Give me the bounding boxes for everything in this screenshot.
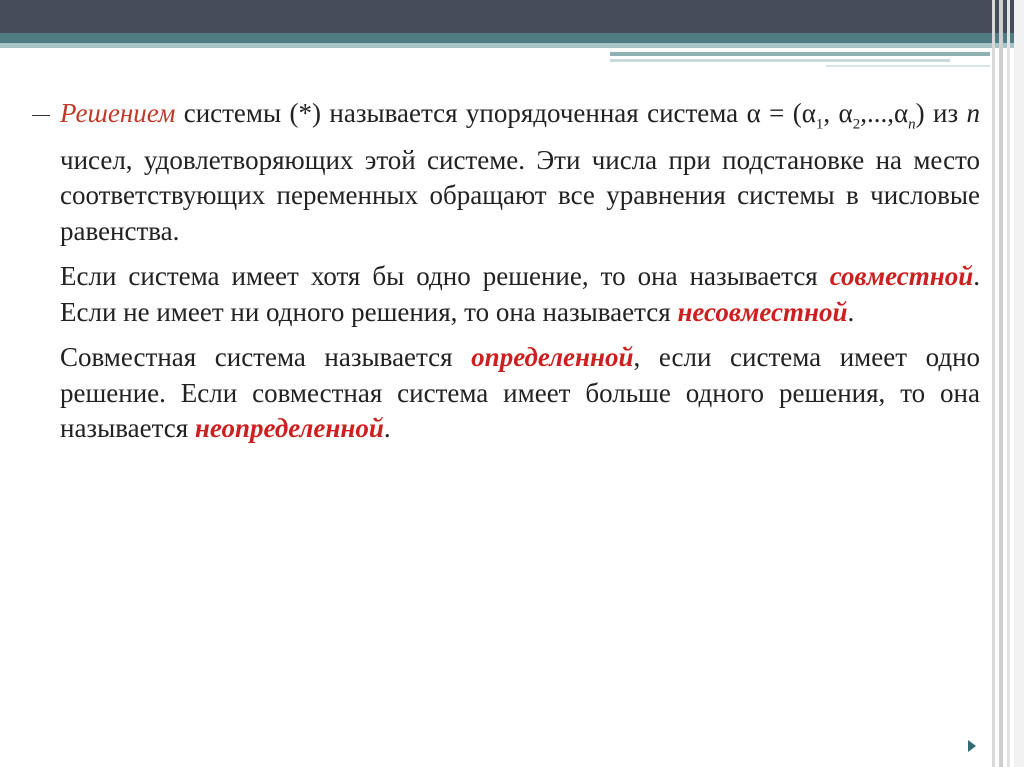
page-edge-shadow <box>1014 0 1024 767</box>
header-accent-line-short <box>826 65 990 67</box>
next-slide-arrow-icon[interactable] <box>968 740 976 752</box>
paragraph-determinacy: Совместная система называется определенной, если система имеет одно решение. Если совместная система имеет больше одного решения, то она называется неопределенной. <box>60 342 981 444</box>
header-accent-line-thin <box>610 59 950 62</box>
page-edge-shadow <box>999 0 1003 767</box>
slide-header-bar <box>0 0 1024 33</box>
variable-n: n <box>966 98 981 128</box>
term-undetermined: неопределенной <box>194 413 384 444</box>
header-stripe <box>0 33 1024 43</box>
page-edge-shadow <box>1007 0 1010 767</box>
paragraph-consistency: Если система имеет хотя бы одно решение, то она называется совместной. Если не имеет ни одного решения, то она называется несовместной. <box>60 261 980 327</box>
page-edge-shadow <box>992 0 995 767</box>
header-accent-line <box>610 52 990 56</box>
term-inconsistent: несовместной <box>677 296 848 327</box>
paragraph-solution-definition: Решением системы (*) называется упорядоченная система $\alpha = (\alpha_1$, $\alpha_2,...,\alpha_n$) из n чисел, удовлетворяющих этой системе. Эти числа при подстановке на место соответствующих переменных обращают все уравнения системы в числовые равенства. <box>60 96 980 249</box>
term-solution: Решением <box>60 98 176 128</box>
vector-overline <box>32 115 50 116</box>
header-stripe-light <box>0 43 1024 48</box>
slide-body <box>60 96 980 447</box>
term-consistent: совместной <box>829 261 974 292</box>
term-determined: определенной <box>471 342 634 373</box>
solution-formula: $\alpha = (\alpha_1$, $\alpha_2,...,\alpha_n$) <box>746 98 933 133</box>
